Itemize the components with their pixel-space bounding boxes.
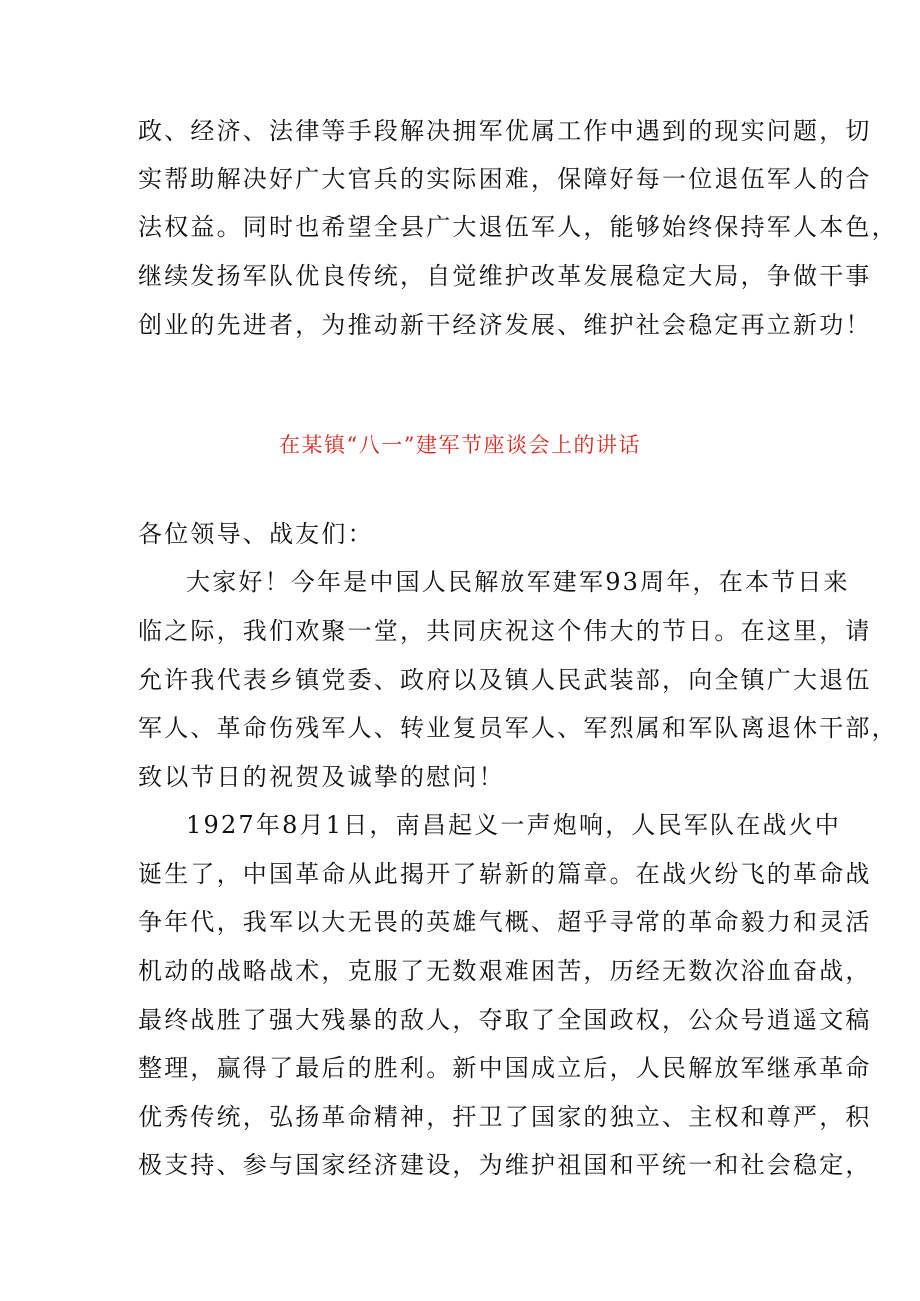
text-line: 致以节日的祝贺及诚挚的慰问！ xyxy=(138,763,505,791)
text-line: 机动的战略战术，克服了无数艰难困苦，历经无数次浴血奋战， xyxy=(138,957,872,985)
text-line: 最终战胜了强大残暴的敌人，夺取了全国政权，公众号逍遥文稿 xyxy=(138,1006,872,1034)
text-line: 优秀传统，弘扬革命精神，扞卫了国家的独立、主权和尊严，积 xyxy=(138,1103,872,1131)
text-line: 法权益。同时也希望全县广大退伍军人，能够始终保持军人本色， xyxy=(138,213,898,241)
text-line: 临之际，我们欢聚一堂，共同庆祝这个伟大的节日。在这里，请 xyxy=(138,617,872,645)
text-line: 诞生了，中国革命从此揭开了崭新的篇章。在战火纷飞的革命战 xyxy=(138,860,872,888)
text-line: 实帮助解决好广大官兵的实际困难，保障好每一位退伍军人的合 xyxy=(138,165,872,193)
text-line: 政、经济、法律等手段解决拥军优属工作中遇到的现实问题，切 xyxy=(138,117,872,145)
text-line: 继续发扬军队优良传统，自觉维护改革发展稳定大局，争做干事 xyxy=(138,262,872,290)
text-line: 军人、革命伤残军人、转业复员军人、军烈属和军队离退休干部， xyxy=(138,714,898,742)
text-line: 创业的先进者，为推动新干经济发展、维护社会稳定再立新功！ xyxy=(138,311,872,339)
speech-title: 在某镇“八一”建军节座谈会上的讲话 xyxy=(279,433,641,457)
text-line: 1927年8月1日，南昌起义一声炮响，人民军队在战火中 xyxy=(186,811,842,839)
text-line: 极支持、参与国家经济建设，为维护祖国和平统一和社会稳定， xyxy=(138,1151,872,1179)
text-line: 允许我代表乡镇党委、政府以及镇人民武装部，向全镇广大退伍 xyxy=(138,666,872,694)
salutation: 各位领导、战友们： xyxy=(138,520,374,548)
text-line: 大家好！今年是中国人民解放军建军93周年，在本节日来 xyxy=(186,568,850,596)
text-line: 整理，赢得了最后的胜利。新中国成立后，人民解放军继承革命 xyxy=(138,1054,872,1082)
text-line: 争年代，我军以大无畏的英雄气概、超乎寻常的革命毅力和灵活 xyxy=(138,908,872,936)
